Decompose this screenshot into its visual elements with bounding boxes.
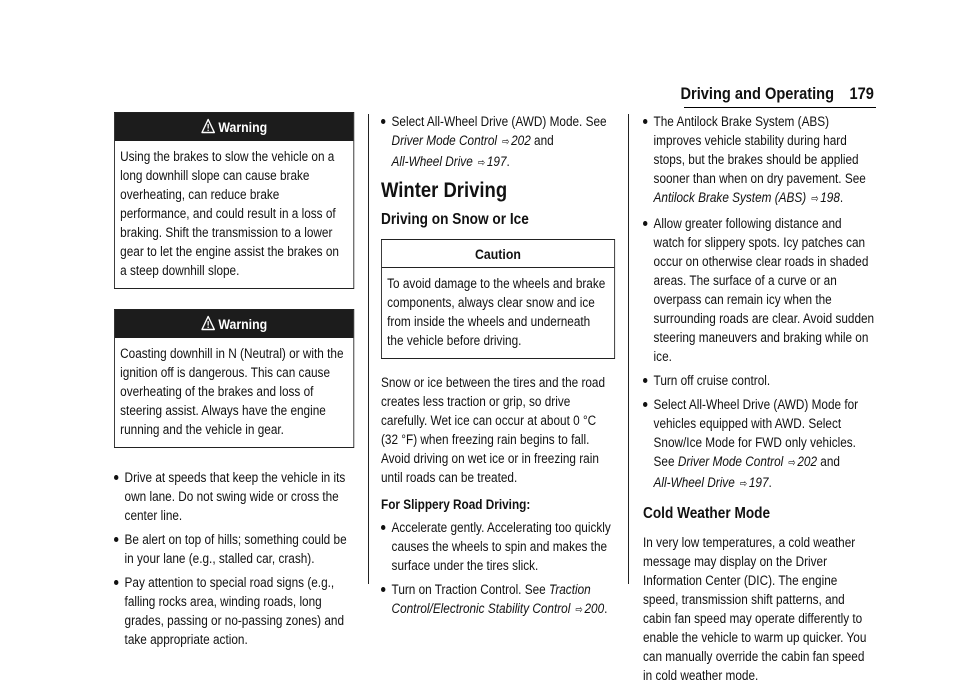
list-item: Allow greater following distance and watch for slippery spots. Icy patches can occur on otherwise clear roads in shaded areas. The surface of a curve or an overpass can remain icy when the surrounding roads are clear. Avoid sudden steering maneuvers and braking while on ice. bbox=[643, 214, 875, 366]
caution-box bbox=[381, 239, 615, 359]
bullet-dot-icon bbox=[643, 221, 647, 226]
warning-triangle-icon bbox=[201, 315, 215, 331]
cross-reference-link[interactable]: Traction Control/Electronic Stability Control ⇨ 200 bbox=[391, 582, 605, 616]
column-1 bbox=[114, 112, 354, 654]
warning-title: Warning bbox=[218, 119, 268, 135]
section-title: Winter Driving bbox=[381, 179, 508, 202]
list-item: Pay attention to special road signs (e.g., falling rocks area, winding roads, long grades, passing or no-passing zones) and take appropriate action. bbox=[114, 573, 354, 649]
cross-reference-link[interactable]: Antilock Brake System (ABS) ⇨ 198 bbox=[653, 190, 840, 205]
page-reference-arrow-icon: ⇨ bbox=[811, 193, 819, 205]
bullet-dot-icon bbox=[114, 580, 118, 585]
column-3 bbox=[643, 112, 875, 693]
list-item: The Antilock Brake System (ABS) improves vehicle stability during hard stops, but the brakes should be applied sooner than when on dry pavement. See Antilock Brake System (ABS) ⇨ 198. bbox=[643, 112, 875, 209]
list-item: Turn on Traction Control. See Traction Control/Electronic Stability Control ⇨ 200. bbox=[381, 580, 615, 620]
page-number: 179 bbox=[849, 84, 874, 103]
warning-title: Warning bbox=[218, 316, 268, 332]
bullet-dot-icon bbox=[114, 475, 118, 480]
subsection-title: Cold Weather Mode bbox=[643, 505, 771, 522]
list-item: Select All-Wheel Drive (AWD) Mode. See Driver Mode Control ⇨ 202 and All-Wheel Drive ⇨ 197. bbox=[381, 112, 615, 173]
column-divider bbox=[628, 114, 629, 584]
list-item: Drive at speeds that keep the vehicle in its own lane. Do not swing wide or cross the center line. bbox=[114, 468, 354, 525]
page-reference-arrow-icon: ⇨ bbox=[739, 478, 748, 490]
list-label: For Slippery Road Driving: bbox=[381, 497, 531, 512]
warning-text: Coasting downhill in N (Neutral) or with the ignition off is dangerous. This can cause overheating of the brakes and loss of steering assist. Always have the engine running and the vehicle in gear. bbox=[120, 346, 344, 437]
slippery-road-list bbox=[381, 518, 615, 620]
bullet-dot-icon bbox=[114, 537, 118, 542]
running-head bbox=[681, 84, 874, 104]
warning-box-coasting bbox=[114, 309, 354, 448]
page-reference-arrow-icon: ⇨ bbox=[502, 136, 510, 148]
awd-list bbox=[381, 112, 615, 173]
bullet-dot-icon bbox=[381, 525, 385, 530]
cross-reference-link[interactable]: All-Wheel Drive ⇨ 197 bbox=[391, 154, 507, 169]
list-item: Accelerate gently. Accelerating too quickly causes the wheels to spin and makes the surface under the tires slick. bbox=[381, 518, 615, 575]
warning-text: Using the brakes to slow the vehicle on a long downhill slope can cause brake overheating, can reduce brake performance, and could result in a loss of braking. Shift the transmission to a lower gear to let the engine assist the brakes on a steep downhill slope. bbox=[120, 149, 339, 278]
bullet-dot-icon bbox=[643, 378, 647, 383]
warning-header bbox=[115, 310, 353, 338]
list-item: Turn off cruise control. bbox=[643, 371, 875, 390]
cross-reference-link[interactable]: Driver Mode Control ⇨ 202 bbox=[391, 133, 531, 148]
bullet-dot-icon bbox=[381, 587, 385, 592]
warning-box-brakes bbox=[114, 112, 354, 289]
list-item: Be alert on top of hills; something could be in your lane (e.g., stalled car, crash). bbox=[114, 530, 354, 568]
bullet-dot-icon bbox=[643, 119, 647, 124]
column-divider bbox=[368, 114, 369, 584]
list-item: Select All-Wheel Drive (AWD) Mode for vehicles equipped with AWD. Select Snow/Ice Mode for FWD only vehicles. See Driver Mode Control ⇨ 202 and All-Wheel Drive ⇨ 197. bbox=[643, 395, 875, 494]
header-rule bbox=[684, 107, 876, 108]
caution-title: Caution bbox=[382, 240, 614, 268]
winter-tips-list bbox=[643, 112, 875, 494]
warning-triangle-icon bbox=[201, 118, 215, 134]
driving-tips-list bbox=[114, 468, 354, 649]
warning-header bbox=[115, 113, 353, 141]
page-reference-arrow-icon: ⇨ bbox=[575, 604, 583, 616]
body-paragraph: Snow or ice between the tires and the road creates less traction or grip, so drive carefully. Wet ice can occur at about 0 °C (32 °F) when freezing rain begins to fall. Avoid driving on wet ice or in freezing rain until roads can be treated. bbox=[381, 375, 606, 485]
subsection-title: Driving on Snow or Ice bbox=[381, 211, 529, 228]
cross-reference-link[interactable]: Driver Mode Control ⇨ 202 bbox=[677, 454, 818, 469]
bullet-dot-icon bbox=[381, 119, 385, 124]
body-paragraph: In very low temperatures, a cold weather message may display on the Driver Information Center (DIC). The engine speed, transmission shift patterns, and cabin fan speed may operate differently to enable the vehicle to warm up quicker. You can manually override the cabin fan speed in cold weather mode. bbox=[643, 535, 867, 683]
bullet-dot-icon bbox=[643, 402, 647, 407]
column-2 bbox=[381, 112, 615, 625]
page-reference-arrow-icon: ⇨ bbox=[788, 457, 796, 469]
section-name: Driving and Operating bbox=[680, 84, 835, 103]
cross-reference-link[interactable]: All-Wheel Drive ⇨ 197 bbox=[653, 475, 769, 490]
caution-text: To avoid damage to the wheels and brake components, always clear snow and ice from inside the wheels and underneath the vehicle before driving. bbox=[387, 276, 606, 348]
page-reference-arrow-icon: ⇨ bbox=[477, 157, 486, 169]
